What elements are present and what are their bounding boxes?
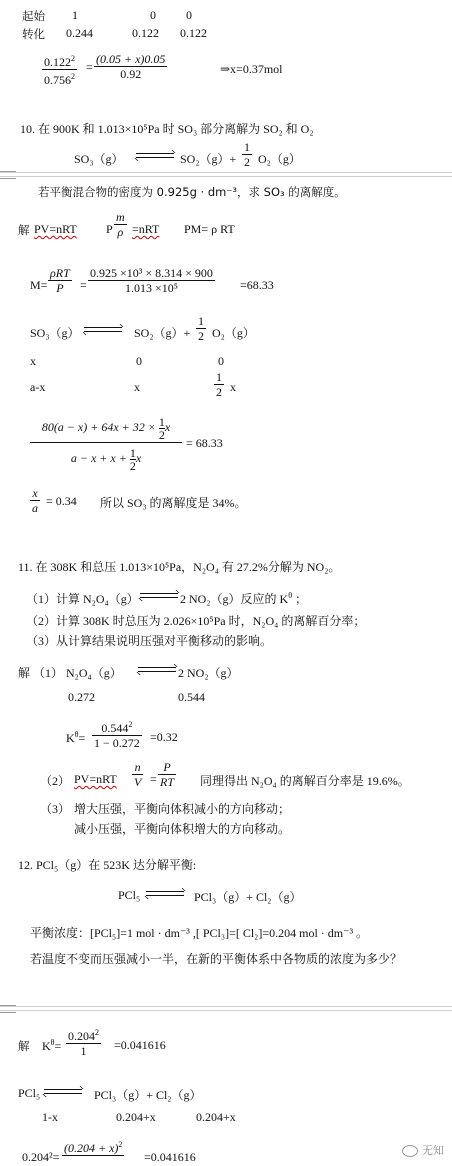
q11-P-over-RT: $\frac{P}{RT}$: [160, 760, 175, 789]
q10-M-fraction: $\frac{\text{0.925 ×10³ × 8.314 × 900}}{\text{1.013 ×10⁵}}$: [90, 266, 213, 295]
q12-last-result: =0.041616: [144, 1150, 196, 1164]
q12-table-left: PCl₅: [18, 1086, 41, 1100]
q10-xa-result: = 0.34: [46, 494, 77, 508]
q10-pv: PV=nRT: [34, 222, 77, 236]
page-break-marker: [0, 1005, 16, 1013]
q12-row-c: 0.204+x: [196, 1110, 236, 1124]
q11-k-label: $K^\theta=$: [66, 730, 86, 745]
watermark: 无知: [402, 1142, 444, 1158]
fraction-2: $\frac{(0.05 + x)0.05}{0.92}$: [96, 52, 166, 81]
start-label: 起始: [22, 9, 45, 23]
equilibrium-arrow-icon: [138, 666, 176, 674]
q11-sol-right: 2 NO₂（g）: [178, 666, 239, 680]
q11-s2-pv: PV=nRT: [74, 772, 117, 786]
q10-table-right-b: O₂（g）: [212, 326, 255, 340]
change-val-3: 0.122: [180, 26, 207, 40]
start-val-2: 0: [150, 8, 156, 22]
q10-rhoRT-over-P: ρRT P: [50, 266, 70, 295]
q11-s3-label: （3）: [40, 802, 71, 816]
change-label: 转化: [22, 27, 45, 41]
equilibrium-arrow-icon: [136, 152, 174, 160]
q10-density: 若平衡混合物的密度为 0.925g · dm⁻³，求 SO₃ 的离解度。: [38, 185, 346, 199]
q10-row2-a: a-x: [30, 380, 46, 394]
q10-big-fraction: 80(a − x) + 64x + 32 × $\frac{1}{2}$ x a − x + x + $\frac{1}{2}$ x: [30, 412, 182, 473]
q11-s3-b: 减小压强，平衡向体积增大的方向移动。: [74, 822, 291, 836]
q10-table-left: SO₃（g）: [30, 326, 80, 340]
q12-row-a: 1-x: [42, 1110, 58, 1124]
q12-row-b: 0.204+x: [116, 1110, 156, 1124]
q12-k-result: =0.041616: [114, 1038, 166, 1052]
q10-m-over-rho: $\frac{m}{\rho}$: [116, 210, 125, 239]
page-break-marker: [0, 171, 16, 179]
q10-pm: PM= ρ RT: [184, 222, 235, 236]
q10-row1-c: 0: [218, 354, 224, 368]
q10-row2-half: $\frac{1}{2}$: [216, 370, 222, 399]
q11-v1: 0.272: [68, 690, 95, 704]
q12-table-right: PCl₃（g）+ Cl₂（g）: [94, 1088, 202, 1102]
q10-M-result: =68.33: [240, 278, 274, 292]
q10-row1-a: x: [30, 354, 36, 368]
q10-sol-label: 解: [18, 223, 30, 237]
q11-s2-text: 同理得出 N₂O₄ 的离解百分率是 19.6%。: [200, 774, 410, 788]
q11-part1-b: 2 NO₂（g）反应的 $K^\theta$ ；: [180, 591, 308, 606]
q11-v2: 0.544: [178, 690, 205, 704]
change-val-2: 0.122: [132, 26, 159, 40]
q10-conclusion: 所以 SO₃ 的离解度是 34%。: [100, 496, 247, 510]
q11-n-over-V: $\frac{n}{V}$: [134, 760, 142, 789]
q10-reaction-right-b: O₂（g）: [258, 152, 301, 166]
q12-last-fraction: $(0.204 + x)^2$: [64, 1140, 123, 1155]
q12-reaction-right: PCl₃（g）+ Cl₂（g）: [194, 890, 302, 904]
page-break: [0, 1006, 452, 1011]
q11-s2-label: （2）: [40, 774, 71, 788]
q10-question: 10. 在 900K 和 1.013×10⁵Pa 时 SO₃ 部分离解为 SO₂ 和 O₂: [20, 122, 314, 136]
q12-question: 12. PCl₅（g）在 523K 达分解平衡:: [18, 858, 197, 872]
start-val-3: 0: [186, 8, 192, 22]
q10-big-result: = 68.33: [186, 436, 223, 450]
q11-s2-eq: =: [150, 772, 157, 786]
q12-ask: 若温度不变而压强减小一半，在新的平衡体系中各物质的浓度为多少？: [30, 952, 403, 966]
q11-k-result: =0.32: [150, 730, 178, 744]
q11-question: 11. 在 308K 和总压 1.013×10⁵Pa，N₂O₄ 有 27.2%分解为 NO₂。: [18, 560, 341, 574]
q10-row2-b: x: [134, 380, 140, 394]
q10-eq-nrt: =nRT: [132, 222, 160, 236]
equilibrium-arrow-icon: [84, 326, 122, 334]
q10-half: $\frac{1}{2}$: [244, 140, 250, 169]
q10-table-half: $\frac{1}{2}$: [198, 314, 204, 343]
q10-M-label: M=: [30, 278, 48, 292]
q10-p: P: [106, 222, 113, 236]
q12-conc: 平衡浓度：[PCl₅]=1 mol · dm⁻³ ,[ PCl₃]=[ Cl₂]=0.204 mol · dm⁻³ 。: [30, 926, 369, 940]
q12-sol: 解: [18, 1039, 30, 1053]
q11-part1-a: （1）计算 N₂O₄（g）: [26, 592, 139, 606]
chat-bubble-icon: [402, 1145, 418, 1157]
fraction-1: $\frac{0.122^2}{0.756^2}$: [44, 54, 75, 87]
q11-s3-a: 增大压强，平衡向体积减小的方向移动；: [74, 802, 291, 816]
q10-reaction-right-a: SO₂（g）+: [180, 152, 237, 166]
q12-k-fraction: $\frac{0.204^2}{1}$: [68, 1028, 99, 1058]
result-x: ⇒x=0.37mol: [220, 62, 283, 76]
q10-row1-b: 0: [136, 354, 142, 368]
q12-k-label: $K^\theta=$: [42, 1038, 62, 1053]
q11-part2: （2）计算 308K 时总压为 2.026×10⁵Pa 时，N₂O₄ 的离解百分率；: [26, 614, 366, 628]
page-break: [0, 172, 452, 177]
q12-reaction-left: PCl₅: [118, 888, 141, 902]
q10-x-over-a: $\frac{x}{a}$: [32, 486, 38, 515]
equals-sign: =: [86, 60, 93, 74]
start-val-1: 1: [72, 8, 78, 22]
equilibrium-arrow-icon: [44, 1088, 82, 1096]
q12-last-left: 0.204²=: [22, 1150, 60, 1164]
change-val-1: 0.244: [66, 26, 93, 40]
q10-equals: =: [80, 278, 87, 292]
equilibrium-arrow-icon: [146, 890, 184, 898]
equilibrium-arrow-icon: [140, 592, 178, 600]
q10-table-right-a: SO₂（g）+: [134, 326, 191, 340]
q11-part3: （3）从计算结果说明压强对平衡移动的影响。: [26, 634, 273, 648]
q10-reaction-left: SO₃（g）: [74, 152, 124, 166]
q10-row2-c: x: [230, 380, 236, 394]
q11-sol: 解 （1） N₂O₄（g）: [18, 666, 122, 680]
q11-k-fraction: $\frac{0.544^2}{1 - 0.272}$: [94, 720, 140, 750]
